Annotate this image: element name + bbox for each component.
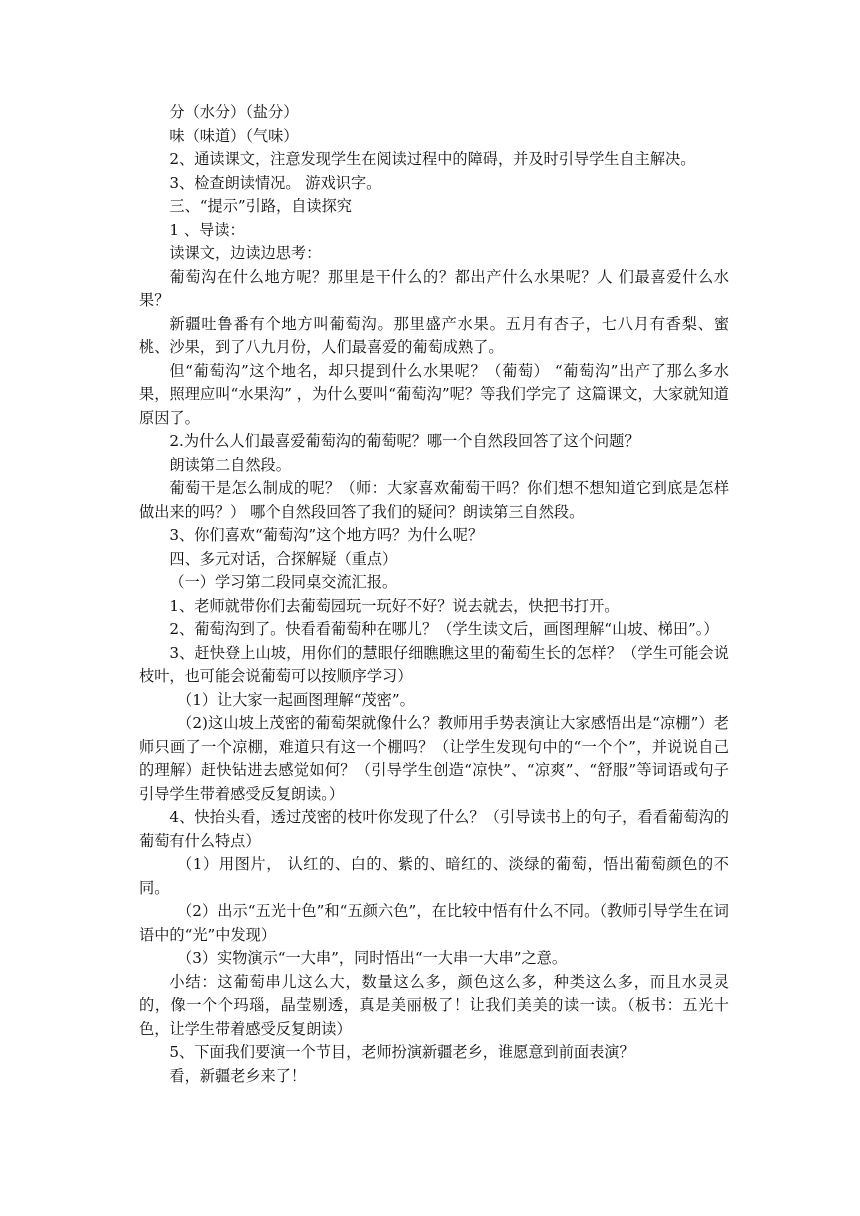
paragraph: （3）实物演示“一大串”，同时悟出“一大串一大串”之意。 — [177, 949, 568, 967]
paragraph: 5、下面我们要演一个节目，老师扮演新疆老乡，谁愿意到前面表演？ — [169, 1043, 635, 1061]
paragraph: （2)这山坡上茂密的葡萄架就像什么？教师用手势表演让大家感悟出是“凉棚”）老师只画了一个凉棚，难道只有这一个棚吗？（让学生发现句中的“一个个”，并说说自己的理解）赶快钻进去感觉如何？（引导学生创造“凉快”、“凉爽”、“舒服”等词语或句子引导学生带着感受反复朗读。） — [139, 714, 729, 803]
paragraph: 朗读第二自然段。 — [169, 455, 291, 474]
section-heading: 三、“提示”引路，自读探究 — [169, 197, 352, 215]
paragraph: 分（水分）（盐分） — [169, 103, 299, 121]
section-heading: 四、多元对话，合探解疑（重点） — [169, 549, 398, 568]
paragraph: 看，新疆老乡来了！ — [169, 1066, 307, 1085]
paragraph: 但“葡萄沟”这个地名，却只提到什么水果呢？（葡萄） “葡萄沟”出产了那么多水果，照理应叫“水果沟” ，为什么要叫“葡萄沟”呢？等我们学完了 这篇课文，大家就知道原因了。 — [139, 361, 729, 427]
paragraph: 4、快抬头看，透过茂密的枝叶你发现了什么？（引导读书上的句子，看看葡萄沟的葡萄有什么特点） — [139, 808, 729, 850]
document-body — [139, 101, 729, 1088]
paragraph: 3、检查朗读情况。 游戏识字。 — [169, 173, 382, 192]
paragraph: 葡萄沟在什么地方呢？那里是干什么的？都出产什么水果呢？人 们最喜爱什么水果？ — [139, 267, 729, 309]
paragraph: 1、老师就带你们去葡萄园玩一玩好不好？说去就去，快把书打开。 — [169, 596, 620, 615]
paragraph: 小结：这葡萄串儿这么大，数量这么多，颜色这么多，种类这么多，而且水灵灵的，像一个个玛瑙，晶莹剔透，真是美丽极了！让我们美美的读一读。（板书：五光十色，让学生带着感受反复朗读） — [139, 972, 729, 1038]
paragraph: 3、你们喜欢“葡萄沟”这个地方吗？为什么呢？ — [169, 526, 484, 544]
paragraph: 2.为什么人们最喜爱葡萄沟的葡萄呢？哪一个自然段回答了这个问题？ — [169, 432, 640, 450]
paragraph: （1）让大家一起画图理解“茂密”。 — [177, 690, 415, 709]
paragraph: 读课文，边读边思考： — [169, 244, 322, 262]
paragraph: 葡萄干是怎么制成的呢？（师：大家喜欢葡萄干吗？你们想不想知道它到底是怎样做出来的吗？） 哪个自然段回答了我们的疑问？朗读第三自然段。 — [139, 479, 729, 521]
paragraph: （一）学习第二段同桌交流汇报。 — [169, 573, 398, 591]
paragraph: 3、赶快登上山坡，用你们的慧眼仔细瞧瞧这里的葡萄生长的怎样？（学生可能会说枝叶，也可能会说葡萄可以按顺序学习） — [139, 643, 729, 685]
paragraph: 2、通读课文，注意发现学生在阅读过程中的障碍，并及时引导学生自主解决。 — [169, 150, 696, 168]
paragraph: 1 、导读： — [169, 220, 245, 239]
paragraph: 新疆吐鲁番有个地方叫葡萄沟。那里盛产水果。五月有杏子，七八月有香梨、蜜桃、沙果，到了八九月份，人们最喜爱的葡萄成熟了。 — [139, 314, 729, 356]
paragraph: 2、葡萄沟到了。快看看葡萄种在哪儿？（学生读文后，画图理解“山坡、梯田”。） — [169, 620, 719, 638]
paragraph: （2）出示“五光十色”和“五颜六色”，在比较中悟有什么不同。（教师引导学生在词语中的“光”中发现） — [139, 902, 729, 944]
paragraph: （1）用图片， 认红的、白的、紫的、暗红的、淡绿的葡萄，悟出葡萄颜色的不同。 — [139, 855, 729, 897]
paragraph: 味（味道）（气味） — [169, 126, 299, 145]
